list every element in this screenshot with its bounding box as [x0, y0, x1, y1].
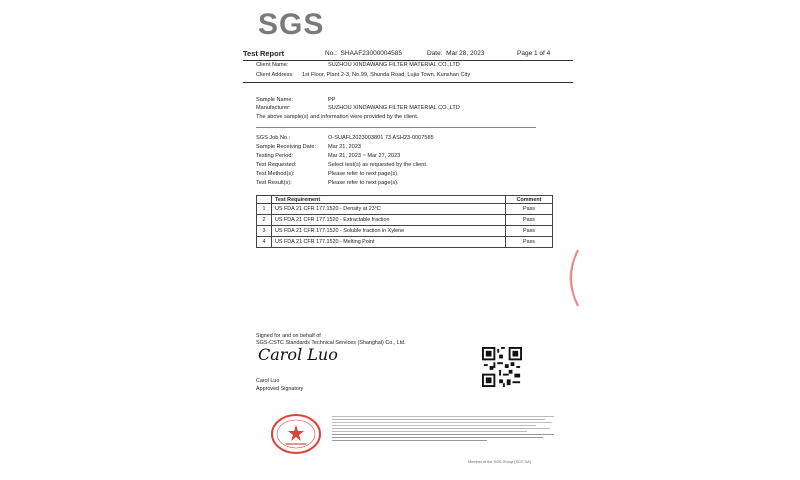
signing-company: SGS-CSTC Standards Technical Services (Shanghai) Co., Ltd.	[256, 340, 406, 346]
page-number: Page 1 of 4	[517, 50, 551, 57]
sample-rule	[256, 127, 536, 128]
sample-note: The above sample(s) and information were provided by the client.	[256, 114, 419, 120]
table-row: 4 US FDA 21 CFR 177.1520 - Melting Point Pass	[257, 237, 553, 248]
official-seal-stamp	[270, 413, 322, 455]
report-date: Date: Mar 28, 2023	[427, 50, 485, 57]
report-number: No.: SHAAF23000004585	[325, 50, 402, 57]
signatory-title: Approved Signatory	[256, 386, 304, 392]
signatory-name: Carol Luo	[256, 378, 280, 384]
sample-name-row: Sample Name: PP	[256, 97, 336, 103]
receiving-date-row: Sample Receiving Date: Mar 21, 2023	[256, 144, 361, 150]
testing-period-row: Testing Period: Mar 21, 2023 ~ Mar 27, 2023	[256, 153, 401, 159]
manufacturer-row: Manufacturer: SUZHOU XINDAWANG FILTER MATERIAL CO.,LTD	[256, 105, 460, 111]
sgs-logo: SGS	[258, 8, 325, 41]
col-requirement: Test Requirement	[272, 196, 506, 204]
partial-stamp-edge	[560, 248, 580, 308]
signed-on-behalf: Signed for and on behalf of	[256, 333, 321, 339]
results-table	[256, 195, 553, 248]
handwritten-signature: Carol Luo	[258, 345, 338, 364]
test-requested-row: Test Requested: Select test(s) as requested by the client.	[256, 162, 428, 168]
header-rule	[243, 60, 573, 61]
job-row: SGS Job No.: O-SUAFL2023003801 73 ASH23-0007585	[256, 135, 434, 141]
results-header-row	[257, 196, 553, 204]
legal-fine-print	[332, 416, 554, 456]
test-method-row: Test Method(s): Please refer to next page(s).	[256, 171, 399, 177]
col-comment: Comment	[506, 196, 553, 204]
test-result-row: Test Result(s): Please refer to next page(s).	[256, 180, 399, 186]
table-row: 2 US FDA 21 CFR 177.1520 - Extractable fraction Pass	[257, 215, 553, 226]
sgs-group-member-note: Member of the SGS Group (SGS SA)	[468, 460, 531, 464]
qr-code-icon	[482, 347, 522, 387]
client-name-row: Client Name: SUZHOU XINDAWANG FILTER MATERIAL CO.,LTD	[256, 62, 460, 68]
report-title: Test Report	[243, 49, 285, 58]
client-rule	[243, 82, 573, 83]
table-row: 1 US FDA 21 CFR 177.1520 - Density at 23°C Pass	[257, 204, 553, 215]
client-address-row: Client Address: 1st Floor, Plant 2-3, No.99, Shunda Road, Lujia Town, Kunshan City	[256, 72, 471, 78]
table-row: 3 US FDA 21 CFR 177.1520 - Soluble fraction in Xylene Pass	[257, 226, 553, 237]
